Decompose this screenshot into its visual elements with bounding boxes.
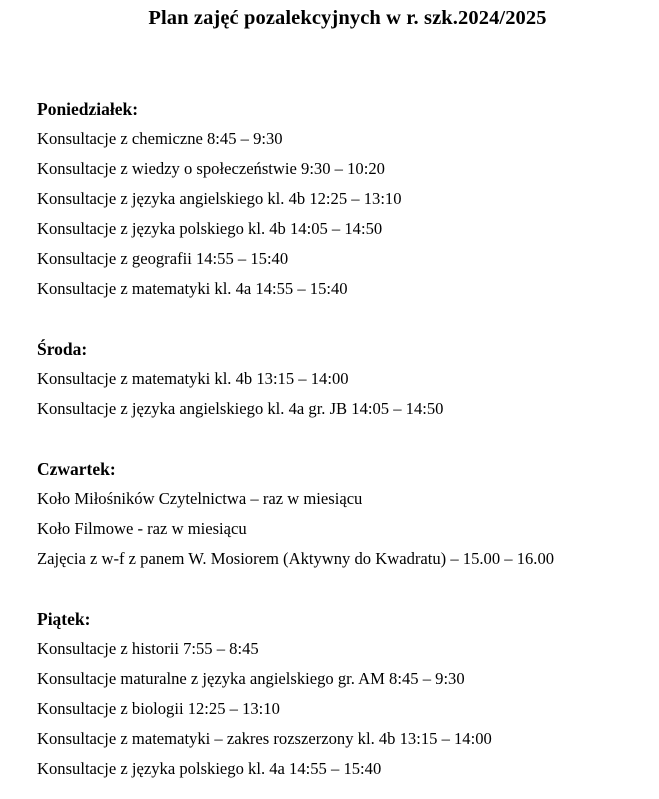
day-section-sroda [37,334,649,424]
schedule-entry: Konsultacje z biologii 12:25 – 13:10 [37,699,280,718]
day-section-poniedzialek [37,94,649,304]
section-gap [37,304,649,334]
page-title: Plan zajęć pozalekcyjnych w r. szk.2024/2025 [148,7,547,29]
section-gap [37,574,649,604]
day-heading-piatek: Piątek: [37,609,91,629]
schedule-entry: Zajęcia z w-f z panem W. Mosiorem (Aktywny do Kwadratu) – 15.00 – 16.00 [37,549,555,568]
schedule-entry: Konsultacje z matematyki – zakres rozszerzony kl. 4b 13:15 – 14:00 [37,729,492,748]
day-section-czwartek [37,454,649,574]
schedule-entry: Konsultacje maturalne z języka angielskiego gr. AM 8:45 – 9:30 [37,669,465,688]
day-heading-sroda: Środa: [37,339,88,359]
schedule-entry: Koło Filmowe - raz w miesiącu [37,519,247,538]
day-section-piatek [37,604,649,784]
day-heading-czwartek: Czwartek: [37,459,116,479]
schedule-entry: Koło Miłośników Czytelnictwa – raz w miesiącu [37,489,363,508]
schedule-entry: Konsultacje z matematyki kl. 4a 14:55 – 15:40 [37,279,348,298]
schedule-entry: Konsultacje z języka polskiego kl. 4a 14:55 – 15:40 [37,759,382,778]
schedule-entry: Konsultacje z chemiczne 8:45 – 9:30 [37,129,283,148]
schedule-entry: Konsultacje z wiedzy o społeczeństwie 9:30 – 10:20 [37,159,385,178]
schedule-entry: Konsultacje z matematyki kl. 4b 13:15 – 14:00 [37,369,349,388]
schedule-entry: Konsultacje z języka angielskiego kl. 4b 12:25 – 13:10 [37,189,402,208]
schedule-entry: Konsultacje z języka angielskiego kl. 4a gr. JB 14:05 – 14:50 [37,399,444,418]
schedule-body [0,94,659,784]
schedule-entry: Konsultacje z języka polskiego kl. 4b 14:05 – 14:50 [37,219,383,238]
schedule-entry: Konsultacje z geografii 14:55 – 15:40 [37,249,289,268]
schedule-entry: Konsultacje z historii 7:55 – 8:45 [37,639,259,658]
day-heading-poniedzialek: Poniedziałek: [37,99,139,119]
title-spacer [0,31,659,94]
section-gap [37,424,649,454]
